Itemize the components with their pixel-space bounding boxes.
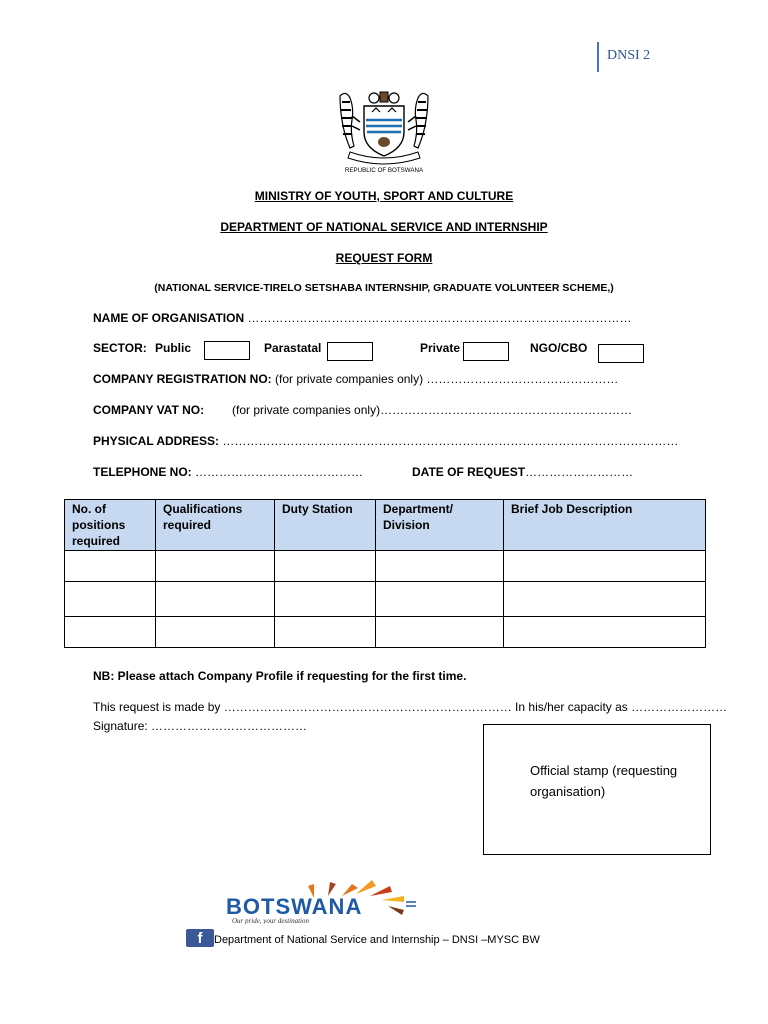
telephone-row [93,465,363,479]
sector-ngo-label: NGO/CBO [530,341,588,355]
logo-tagline: Our pride, your destination [232,917,309,924]
table-cell[interactable] [376,617,504,648]
botswana-logo-icon [224,876,424,924]
sector-private-label: Private [420,341,461,355]
zebra-right-icon [408,93,428,148]
registration-row [93,372,618,386]
sector-public-label: Public [155,341,192,355]
table-cell[interactable] [65,617,156,648]
department-heading: DEPARTMENT OF NATIONAL SERVICE AND INTERNSHIP [220,220,548,234]
organisation-label: NAME OF ORGANISATION [93,311,245,325]
flag-icon [406,902,416,906]
address-row [93,434,678,448]
sector-parastatal-checkbox[interactable] [327,342,373,361]
table-cell[interactable] [504,551,706,582]
table-cell[interactable] [65,551,156,582]
request-line[interactable]: This request is made by ……………………………………………………………… In his/her capacity as …………………… [93,700,728,714]
table-cell[interactable] [504,582,706,617]
sector-label: SECTOR: [93,341,147,355]
vat-label: COMPANY VAT NO: [93,403,205,417]
vat-note: (for private companies only) [232,403,381,417]
table-cell[interactable] [376,582,504,617]
telephone-input[interactable]: …………………………………… [195,465,364,479]
ministry-heading: MINISTRY OF YOUTH, SPORT AND CULTURE [254,189,514,203]
telephone-label: TELEPHONE NO: [93,465,192,479]
shield-icon [364,106,404,156]
form-title: REQUEST FORM [335,251,433,265]
official-stamp-label: Official stamp (requesting organisation) [530,763,678,799]
header-qualifications: Qualifications required [156,500,275,551]
header-positions: No. of positions required [65,500,156,551]
organisation-input[interactable]: …………………………………………………………………………………… [247,311,632,325]
table-row [65,551,706,582]
table-cell[interactable] [275,617,376,648]
vat-row [232,403,632,417]
organisation-row [93,311,631,325]
sector-ngo-checkbox[interactable] [598,344,644,363]
facebook-icon[interactable]: f [186,929,214,947]
header-duty-station: Duty Station [275,500,376,551]
address-label: PHYSICAL ADDRESS: [93,434,220,448]
zebra-left-icon [340,93,360,148]
scheme-subtitle: (NATIONAL SERVICE-TIRELO SETSHABA INTERNSHIP, GRADUATE VOLUNTEER SCHEME,) [154,282,614,294]
table-row [65,617,706,648]
table-cell[interactable] [504,617,706,648]
vat-input[interactable]: ……………………………………………………… [380,403,633,417]
table-cell[interactable] [65,582,156,617]
date-label: DATE OF REQUEST [412,465,526,479]
date-row [412,465,633,479]
table-row [65,582,706,617]
sector-parastatal-label: Parastatal [264,341,322,355]
sector-private-checkbox[interactable] [463,342,509,361]
crest-caption: REPUBLIC OF BOTSWANA [344,167,424,174]
logo-wordmark: BOTSWANA [226,894,363,919]
table-cell[interactable] [156,551,275,582]
table-cell[interactable] [156,617,275,648]
footer-text: Department of National Service and Internship – DNSI –MYSC BW [214,934,540,946]
date-input[interactable]: ……………………… [525,465,634,479]
table-cell[interactable] [275,551,376,582]
registration-note: (for private companies only) [275,372,424,386]
address-input[interactable]: …………………………………………………………………………………………………… [222,434,679,448]
document-code: DNSI 2 [597,42,650,72]
sector-public-checkbox[interactable] [204,341,250,360]
header-department: Department/ Division [376,500,504,551]
registration-input[interactable]: ………………………………………… [426,372,619,386]
nb-note: NB: Please attach Company Profile if requesting for the first time. [93,669,467,683]
header-job-description: Brief Job Description [504,500,706,551]
request-table [64,499,706,648]
table-header-row [65,500,706,551]
coat-of-arms-icon [328,86,440,174]
registration-label: COMPANY REGISTRATION NO: [93,372,272,386]
signature-line[interactable]: Signature: ………………………………… [93,719,308,733]
table-cell[interactable] [376,551,504,582]
table-cell[interactable] [156,582,275,617]
table-cell[interactable] [275,582,376,617]
